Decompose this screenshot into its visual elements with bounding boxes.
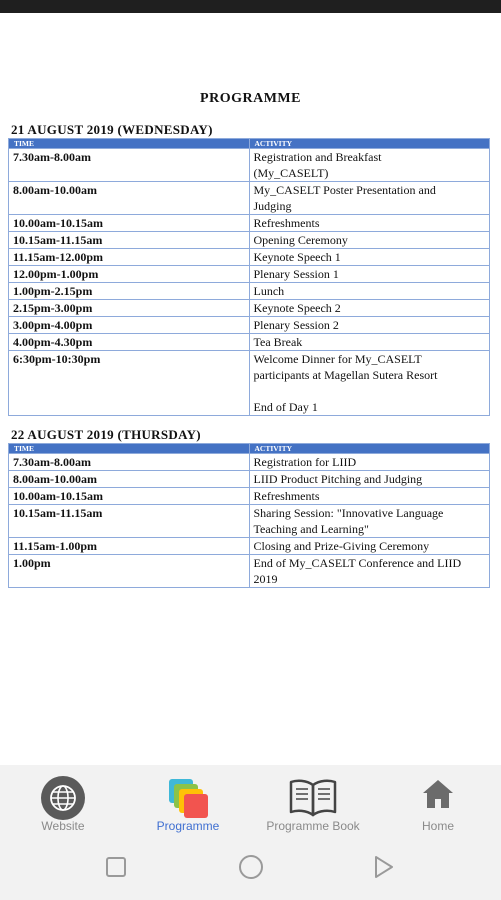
day-2-title: 22 AUGUST 2019 (THURSDAY)	[11, 427, 201, 442]
table-row	[9, 317, 490, 334]
day-1-schedule-table	[8, 138, 490, 416]
table-header-row	[9, 139, 490, 149]
time-cell: 8.00am-10.00am	[9, 182, 250, 215]
table-row	[9, 555, 490, 588]
time-cell: 10.00am-10.15am	[9, 488, 250, 505]
activity-cell: Lunch	[249, 283, 490, 300]
nav-item-home[interactable]	[378, 765, 498, 847]
nav-item-programme[interactable]	[128, 765, 248, 847]
activity-cell: Plenary Session 2	[249, 317, 490, 334]
table-row	[9, 232, 490, 249]
nav-label-home: Home	[421, 819, 454, 833]
home-icon	[421, 777, 455, 811]
nav-item-website[interactable]	[3, 765, 123, 847]
activity-cell: Registration for LIID	[249, 454, 490, 471]
page-title: PROGRAMME	[200, 91, 301, 106]
status-bar	[0, 0, 501, 13]
table-row	[9, 471, 490, 488]
activity-cell: Opening Ceremony	[249, 232, 490, 249]
open-book-icon	[288, 777, 338, 819]
activity-column-header: ACTIVITY	[249, 139, 490, 149]
time-cell: 7.30am-8.00am	[9, 149, 250, 182]
time-cell: 1.00pm-2.15pm	[9, 283, 250, 300]
activity-cell: Welcome Dinner for My_CASELT participants at Magellan Sutera Resort End of Day 1	[249, 351, 490, 416]
table-row	[9, 538, 490, 555]
table-row	[9, 300, 490, 317]
table-row	[9, 182, 490, 215]
time-cell: 10.00am-10.15am	[9, 215, 250, 232]
time-cell: 10.15am-11.15am	[9, 232, 250, 249]
table-row	[9, 266, 490, 283]
activity-cell: Closing and Prize-Giving Ceremony	[249, 538, 490, 555]
activity-cell: Sharing Session: "Innovative Language Teaching and Learning"	[249, 505, 490, 538]
table-row	[9, 488, 490, 505]
activity-cell: Tea Break	[249, 334, 490, 351]
day-1-title: 21 AUGUST 2019 (WEDNESDAY)	[11, 122, 213, 137]
activity-cell: Plenary Session 1	[249, 266, 490, 283]
table-row	[9, 334, 490, 351]
time-cell: 8.00am-10.00am	[9, 471, 250, 488]
table-row	[9, 454, 490, 471]
day-2-schedule-table	[8, 443, 490, 588]
bottom-navigation-bar	[0, 765, 501, 847]
table-header-row	[9, 444, 490, 454]
time-cell: 4.00pm-4.30pm	[9, 334, 250, 351]
globe-icon	[40, 775, 86, 821]
nav-label-programme: Programme	[156, 819, 220, 833]
table-row	[9, 249, 490, 266]
time-column-header: TIME	[9, 444, 250, 454]
activity-cell: Refreshments	[249, 215, 490, 232]
time-cell: 6:30pm-10:30pm	[9, 351, 250, 416]
activity-cell: Keynote Speech 1	[249, 249, 490, 266]
activity-cell: End of My_CASELT Conference and LIID 2019	[249, 555, 490, 588]
back-triangle-icon[interactable]	[373, 855, 395, 879]
system-navigation-bar	[0, 847, 501, 900]
time-cell: 3.00pm-4.00pm	[9, 317, 250, 334]
time-column-header: TIME	[9, 139, 250, 149]
table-row	[9, 351, 490, 416]
activity-column-header: ACTIVITY	[249, 444, 490, 454]
time-cell: 1.00pm	[9, 555, 250, 588]
activity-cell: My_CASELT Poster Presentation and Judging	[249, 182, 490, 215]
nav-label-programme-book: Programme Book	[266, 819, 360, 833]
activity-cell: LIID Product Pitching and Judging	[249, 471, 490, 488]
table-row	[9, 215, 490, 232]
activity-cell: Registration and Breakfast (My_CASELT)	[249, 149, 490, 182]
time-cell: 11.15am-12.00pm	[9, 249, 250, 266]
time-cell: 11.15am-1.00pm	[9, 538, 250, 555]
activity-cell: Refreshments	[249, 488, 490, 505]
time-cell: 12.00pm-1.00pm	[9, 266, 250, 283]
home-circle-icon[interactable]	[238, 854, 264, 880]
time-cell: 2.15pm-3.00pm	[9, 300, 250, 317]
recents-square-icon[interactable]	[106, 857, 126, 877]
time-cell: 10.15am-11.15am	[9, 505, 250, 538]
time-cell: 7.30am-8.00am	[9, 454, 250, 471]
table-row	[9, 283, 490, 300]
nav-item-programme-book[interactable]	[253, 765, 373, 847]
activity-cell: Keynote Speech 2	[249, 300, 490, 317]
table-row	[9, 149, 490, 182]
table-row	[9, 505, 490, 538]
programme-document	[0, 13, 501, 765]
nav-label-website: Website	[41, 819, 85, 833]
stacked-cards-icon	[165, 775, 211, 821]
